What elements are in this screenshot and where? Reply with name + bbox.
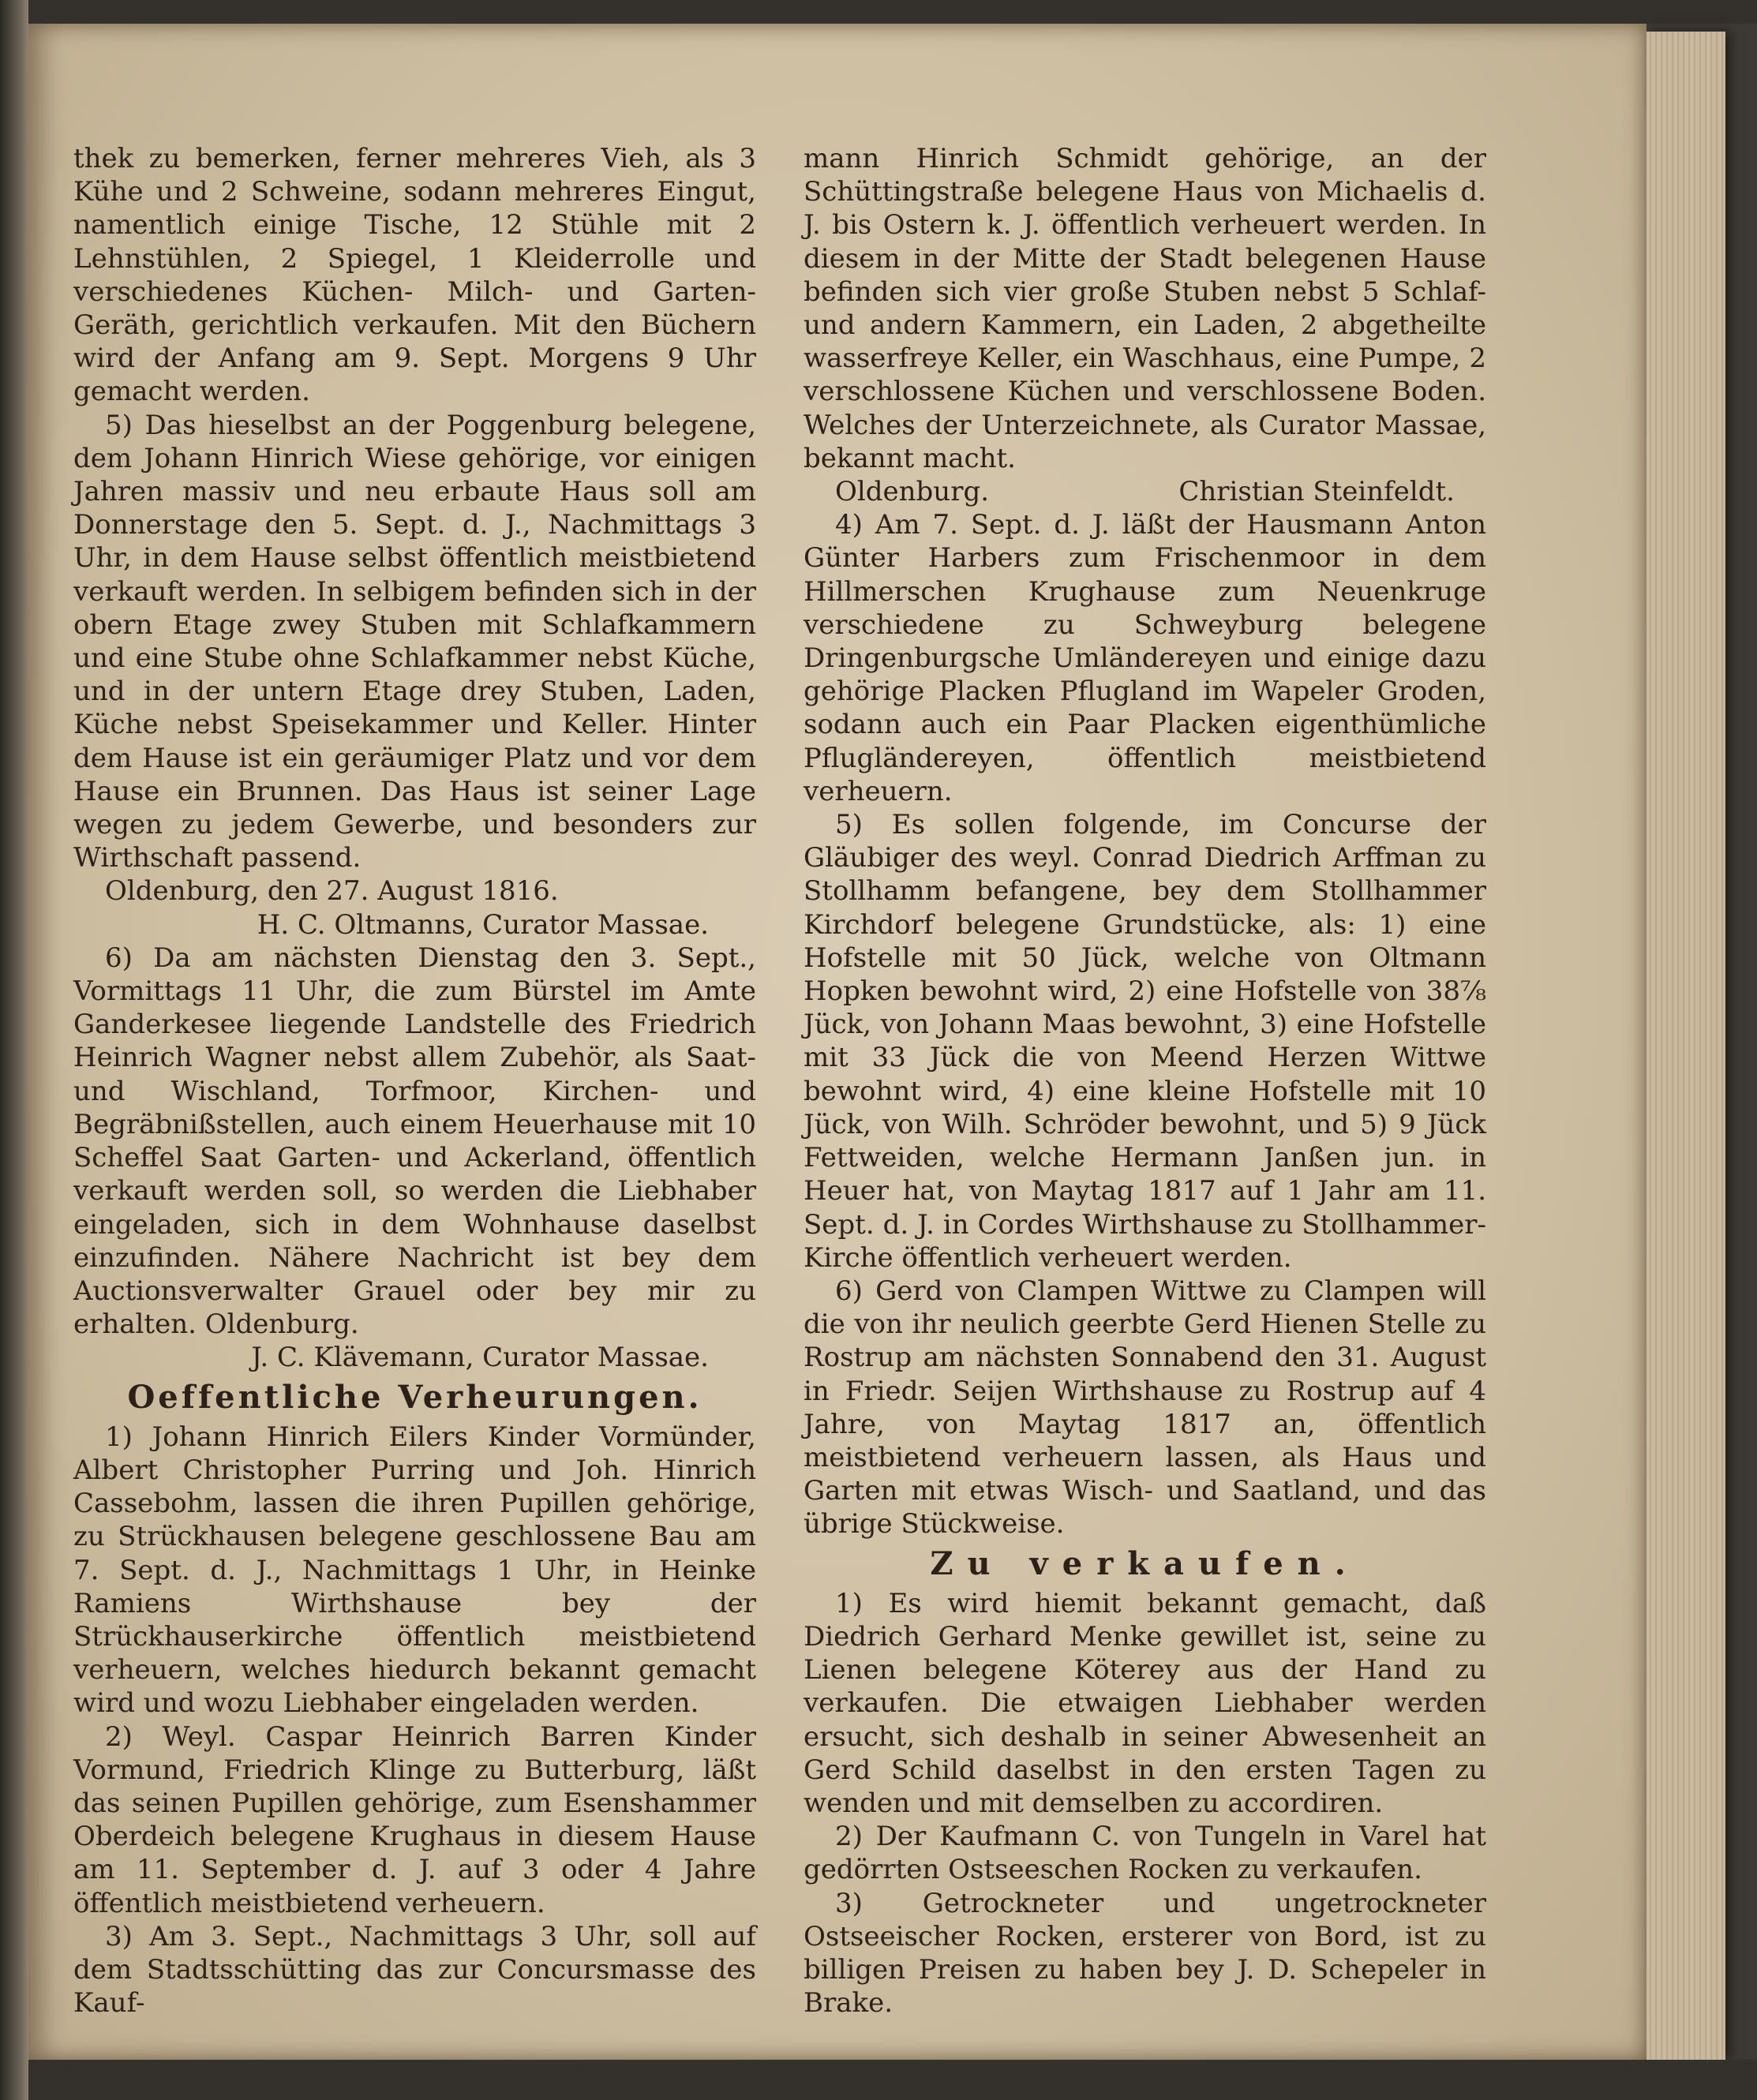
place-signature-line bbox=[804, 475, 1486, 508]
paragraph: 6) Gerd von Clampen Wittwe zu Clampen will die von ihr neulich geerbte Gerd Hienen Stelle zu Rostrup am nächsten Sonnabend den 31. August in Friedr. Seijen Wirthshause zu Rostrup auf 4 Jahre, von Maytag 1817 an, öffentlich meistbietend verheuern lassen, als Haus und Garten mit etwas Wisch- und Saatland, und das übrige Stückweise. bbox=[804, 1275, 1486, 1540]
right-column bbox=[804, 142, 1486, 2020]
paragraph: thek zu bemerken, ferner mehreres Vieh, als 3 Kühe und 2 Schweine, sodann mehreres Eingut, namentlich einige Tische, 12 Stühle mit 2 Lehnstühlen, 2 Spiegel, 1 Kleiderrolle und verschiedenes Küchen- Milch- und Garten-Geräth, gerichtlich verkaufen. Mit den Büchern wird der Anfang am 9. Sept. Morgens 9 Uhr gemacht werden. bbox=[73, 143, 756, 408]
scan-background-top bbox=[28, 0, 1757, 24]
place-date: Oldenburg, den 27. August 1816. bbox=[105, 875, 559, 908]
paragraph: 6) Da am nächsten Dienstag den 3. Sept., Vormittags 11 Uhr, die zum Bürstel im Amte Ganderkesee liegende Landstelle des Friedrich Heinrich Wagner nebst allem Zubehör, als Saat- und Wischland, Torfmoor, Kirchen- und Begräbnißstellen, auch einem Heuerhause mit 10 Scheffel Saat Garten- und Ackerland, öffentlich verkauft werden soll, so werden die Liebhaber eingeladen, sich in dem Wohnhause daselbst einzufinden. Nähere Nachricht ist bey dem Auctionsverwalter Grauel oder bey mir zu erhalten. Oldenburg. bbox=[73, 941, 756, 1341]
signature: J. C. Klävemann, Curator Massae. bbox=[251, 1342, 709, 1374]
paragraph: 4) Am 7. Sept. d. J. läßt der Hausmann Anton Günter Harbers zum Frischenmoor in dem Hillmerschen Krughause zum Neuenkruge verschiedene zu Schweyburg belegene Dringenburgsche Umländereyen und einige dazu gehörige Placken Pflugland im Wapeler Groden, sodann auch ein Paar Placken eigenthümliche Pflugländereyen, öffentlich meistbietend verheuern. bbox=[804, 509, 1486, 807]
signature: H. C. Oltmanns, Curator Massae. bbox=[257, 908, 709, 941]
left-column bbox=[73, 142, 756, 2020]
place: Oldenburg. bbox=[835, 476, 990, 508]
page-stack-edges bbox=[1646, 32, 1725, 2060]
book-gutter bbox=[0, 0, 28, 2100]
paragraph: 2) Der Kaufmann C. von Tungeln in Varel hat gedörrten Ostseeschen Rocken zu verkaufen. bbox=[804, 1821, 1486, 1886]
paragraph: 5) Das hieselbst an der Poggenburg belegene, dem Johann Hinrich Wiese gehörige, vor einigen Jahren massiv und neu erbaute Haus soll am Donnerstage den 5. Sept. d. J., Nachmittags 3 Uhr, in dem Hause selbst öffentlich meistbietend verkauft werden. In selbigem befinden sich in der obern Etage zwey Stuben mit Schlafkammern und eine Stube ohne Schlafkammer nebst Küche, und in der untern Etage drey Stuben, Laden, Küche nebst Speisekammer und Keller. Hinter dem Hause ist ein geräumiger Platz und vor dem Hause ein Brunnen. Das Haus ist seiner Lage wegen zu jedem Gewerbe, und besonders zur Wirthschaft passend. bbox=[73, 409, 756, 874]
section-heading: Zu verkaufen. bbox=[930, 1544, 1360, 1582]
signature: Christian Steinfeldt. bbox=[1178, 476, 1455, 508]
paragraph: 1) Es wird hiemit bekannt gemacht, daß Diedrich Gerhard Menke gewillet ist, seine zu Lienen belegene Köterey aus der Hand zu verkaufen. Die etwaigen Liebhaber werden ersucht, sich deshalb in seiner Abwesenheit an Gerd Schild daselbst in den ersten Tagen zu wenden und mit demselben zu accordiren. bbox=[804, 1587, 1486, 1819]
section-heading: Oeffentliche Verheurungen. bbox=[127, 1378, 702, 1416]
scan-background-bottom bbox=[28, 2060, 1757, 2100]
paragraph: 2) Weyl. Caspar Heinrich Barren Kinder Vormund, Friedrich Klinge zu Butterburg, läßt das seinen Pupillen gehörige, zum Esenshammer Oberdeich belegene Krughaus in diesem Hause am 11. September d. J. auf 3 oder 4 Jahre öffentlich meistbietend verheuern. bbox=[73, 1720, 756, 1919]
newspaper-page bbox=[28, 24, 1646, 2060]
paragraph: 3) Getrockneter und ungetrockneter Ostseeischer Rocken, ersterer von Bord, ist zu billigen Preisen zu haben bey J. D. Schepeler in Brake. bbox=[804, 1887, 1486, 2020]
paragraph: mann Hinrich Schmidt gehörige, an der Schüttingstraße belegene Haus von Michaelis d. J. bis Ostern k. J. öffentlich verheuert werden. In diesem in der Mitte der Stadt belegenen Hause befinden sich vier große Stuben nebst 5 Schlaf- und andern Kammern, ein Laden, 2 abgetheilte wasserfreye Keller, ein Waschhaus, eine Pumpe, 2 verschlossene Küchen und verschlossene Boden. Welches der Unterzeichnete, als Curator Massae, bekannt macht. bbox=[804, 143, 1486, 474]
paragraph: 3) Am 3. Sept., Nachmittags 3 Uhr, soll auf dem Stadtsschütting das zur Concursmasse des Kauf- bbox=[73, 1920, 756, 2020]
paragraph: 5) Es sollen folgende, im Concurse der Gläubiger des weyl. Conrad Diedrich Arffman zu Stollhamm befangene, bey dem Stollhammer Kirchdorf belegene Grundstücke, als: 1) eine Hofstelle mit 50 Jück, welche von Oltmann Hopken bewohnt wird, 2) eine Hofstelle von 38⅞ Jück, von Johann Maas bewohnt, 3) eine Hofstelle mit 33 Jück die von Meend Herzen Wittwe bewohnt wird, 4) eine kleine Hofstelle mit 10 Jück, von Wilh. Schröder bewohnt, und 5) 9 Jück Fettweiden, welche Hermann Janßen jun. in Heuer hat, von Maytag 1817 auf 1 Jahr am 11. Sept. d. J. in Cordes Wirthshause zu Stollhammer-Kirche öffentlich verheuert werden. bbox=[804, 809, 1486, 1274]
paragraph: 1) Johann Hinrich Eilers Kinder Vormünder, Albert Christopher Purring und Joh. Hinrich Cassebohm, lassen die ihren Pupillen gehörige, zu Strückhausen belegene geschlossene Bau am 7. Sept. d. J., Nachmittags 1 Uhr, in Heinke Ramiens Wirthshause bey der Strückhauserkirche öffentlich meistbietend verheuern, welches hiedurch bekannt gemacht wird und wozu Liebhaber eingeladen werden. bbox=[73, 1421, 756, 1720]
